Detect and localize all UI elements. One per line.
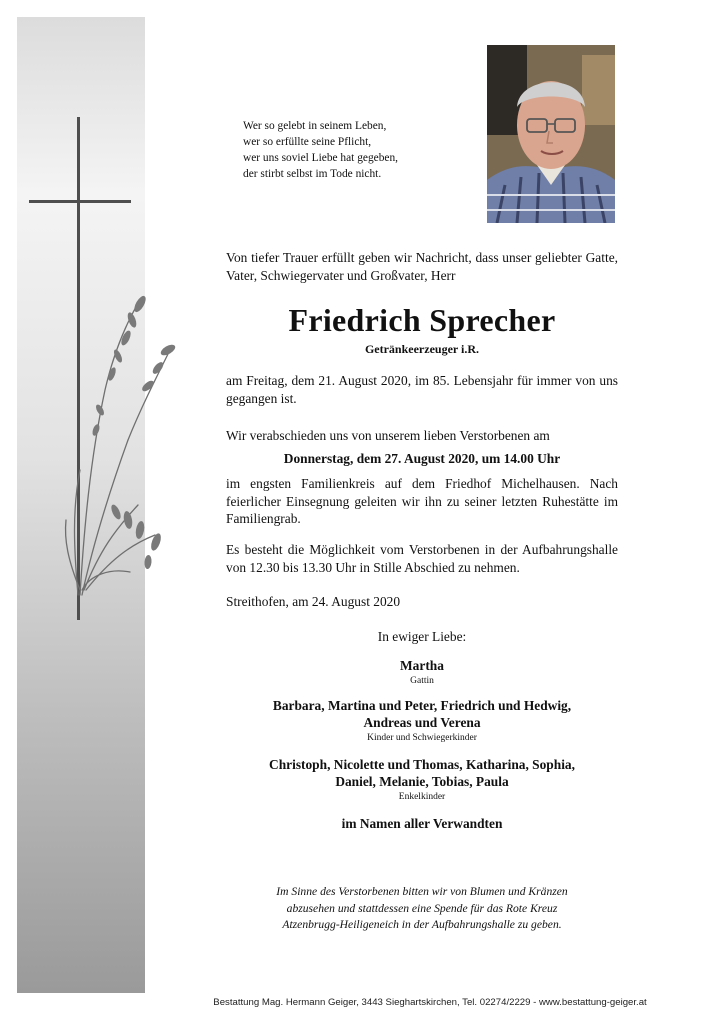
- donation-note-line: Atzenbrugg-Heiligeneich in der Aufbahrungshalle zu geben.: [282, 918, 562, 931]
- passing-text: am Freitag, dem 21. August 2020, im 85. Lebensjahr für immer von uns gegangen ist.: [226, 373, 618, 406]
- poem-line: Wer so gelebt in seinem Leben,: [243, 120, 387, 132]
- occupation: Getränkeerzeuger i.R.: [364, 342, 480, 356]
- intro-text: Von tiefer Trauer erfüllt geben wir Nachricht, dass unser geliebter Gatte, Vater, Schwiegervater und Großvater, Herr: [226, 250, 618, 283]
- farewell-place: im engsten Familienkreis auf dem Friedhof Michelhausen. Nach feierlicher Einsegnung geleiten wir ihn zu seiner letzten Ruhestätte im Familiengrab.: [226, 476, 618, 526]
- spouse-name: Martha: [400, 658, 444, 673]
- poem-line: wer uns soviel Liebe hat gegeben,: [243, 152, 398, 164]
- grandchildren-line-1: Christoph, Nicolette und Thomas, Katharina, Sophia,: [269, 757, 575, 772]
- children-line-1: Barbara, Martina und Peter, Friedrich und Hedwig,: [272, 698, 572, 713]
- poem-line: der stirbt selbst im Tode nicht.: [243, 168, 382, 180]
- cross-icon-crossbar: [29, 200, 131, 203]
- children-role: Kinder und Schwiegerkinder: [367, 733, 477, 743]
- deceased-name: Friedrich Sprecher: [288, 302, 556, 338]
- farewell-intro: Wir verabschieden uns von unserem lieben Verstorbenen am: [226, 428, 550, 443]
- grandchildren-line-2: Daniel, Melanie, Tobias, Paula: [335, 774, 509, 789]
- donation-note-line: Im Sinne des Verstorbenen bitten wir von Blumen und Kränzen: [276, 885, 568, 898]
- relatives-line: im Namen aller Verwandten: [341, 816, 503, 831]
- grass-ornament-icon: [60, 290, 190, 600]
- portrait-photo: [487, 45, 615, 223]
- poem: [243, 118, 463, 182]
- spouse-role: Gattin: [410, 676, 434, 686]
- love-line: In ewiger Liebe:: [377, 629, 467, 644]
- poem-line: wer so erfüllte seine Pflicht,: [243, 136, 372, 148]
- children-line-2: Andreas und Verena: [363, 715, 481, 730]
- undertaker-footer: Bestattung Mag. Hermann Geiger, 3443 Sieghartskirchen, Tel. 02274/2229 - www.bestattung-geiger.at: [213, 997, 647, 1008]
- grandchildren-role: Enkelkinder: [398, 792, 446, 802]
- donation-note: [226, 884, 618, 934]
- place-date: Streithofen, am 24. August 2020: [226, 594, 401, 609]
- viewing-text: Es besteht die Möglichkeit vom Verstorbenen in der Aufbahrungshalle von 12.30 bis 13.30 Uhr in Stille Abschied zu nehmen.: [226, 542, 618, 575]
- farewell-date: Donnerstag, dem 27. August 2020, um 14.00 Uhr: [283, 451, 561, 466]
- donation-note-line: abzusehen und stattdessen eine Spende für das Rote Kreuz: [286, 901, 558, 915]
